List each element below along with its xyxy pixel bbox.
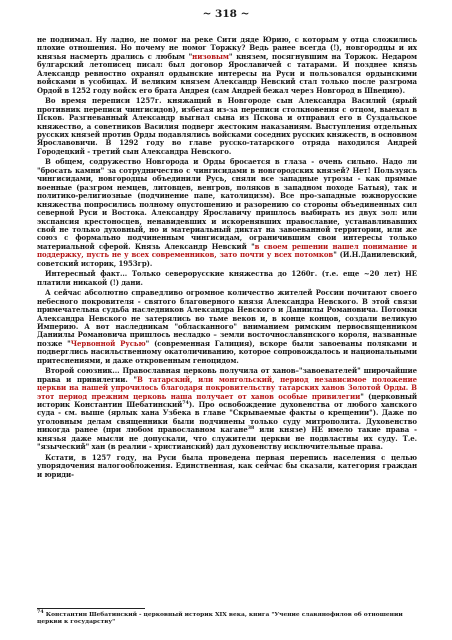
- text-span: Второй союзник... Православная церковь получила от ханов–"завоевателей" широчайшие права и привилегии. ": [37, 366, 417, 384]
- text-span: " (церковный историк Константин Шебатинский: [37, 391, 417, 410]
- footnote-text: Константин Шебатинский - церковный историк XIX века, книга "Учение славянофилов об отношении церкви к государству": [37, 611, 403, 626]
- text-span: или князе) НЕ имело такие права - князья даже мысли не допускали, что служители церкви не подвластны их суду. Т.е. "языческий" хан (в реалии - христианский) дал духовенству исключительные права.: [37, 425, 418, 452]
- text-span: Интересный факт... Только северорусские княжества до 1260г. (т.е. еще ~20 лет) НЕ платили никакой (!) дани.: [37, 269, 417, 287]
- footnote-divider: [37, 608, 145, 609]
- paragraph: [37, 367, 417, 452]
- footnote-marker: 74: [37, 609, 44, 615]
- paragraph: [37, 289, 417, 365]
- text-span: В общем, содружество Новгорода и Орды бросается в глаза - очень сильно. Надо ли "бросать камни" за сотрудничество с чингисидами в новгородских князей? Нет! Пользуясь чингисидами, новгородцы объединили Русь, сняли все западные угрозы - как прямые военные (разгром немцев, литовцев, венгров, поляков в западном походе Батыя), так и политико-религиозные (подчинение папе, католицизм). Все про-западные южнорусские княжества попросились полному опустошению и разорению со стороны объединенных сил северной Руси и Востока. Александру Ярославичу пришлось выбирать из двух зол: или экспансия крестоносцев, ненавидевших и искоренявших православие, устанавливавших свой не только духовный, но и материальный диктат на завоеванной территории, или же союз с формально подчиненным чингисидам, ограничившим свои интересы только материальной сферой. Князь Александр Невский ": [37, 157, 417, 251]
- paragraph: [37, 158, 417, 268]
- body-text: [37, 36, 417, 481]
- paragraph: [37, 454, 417, 479]
- paragraph: [37, 36, 417, 95]
- paragraph: [37, 97, 417, 156]
- emphasis-text: В татарский, или монгольский, период независимое положение церкви на нашей упрочилось благодаря покровительству татарских ханов Золотой Орды. В этот период прежним церковь наша получает от ханов особые привилегии: [37, 374, 417, 401]
- footnote-ref[interactable]: 74: [182, 400, 189, 407]
- text-span: А сейчас абсолютно справедливо огромное количество жителей России почитают своего небесного покровителя - святого благоверного князя Александра Невского. В этой связи примечательна судьба наследников Александра Невского и Даниилы Романовича. Потомки Александра Невского не затерялись во тьме веков и, в конце концов, создали великую Империю. А вот наследникам "обласканного" вниманием римским первосвященником Даниилы Романовича пришлось несладко – земли восточнославянского короля, названные позже ": [37, 288, 417, 348]
- emphasis-text: Червонной Русью: [70, 338, 146, 348]
- text-span: Кстати, в 1257 году, на Руси была проведена первая перепись населения с целью упорядочения налогообложения. Единственная, как сейчас бы сказали, категория граждан и юриди-: [37, 452, 417, 479]
- text-span: " (И.Н.Данилевский, советский историк, 1953гр).: [37, 250, 417, 268]
- text-span: не поднимал. Ну ладно, не помог на реке Сити дяде Юрию, с которым у отца сложились плохие отношения. Но почему не помог Торжку? Ведь ранее всегда (!), новгородцы и их князья насмерть дрались с любым ": [37, 35, 417, 61]
- text-span: ). Про освобождение духовенства от любого ханского суда - см. выше (ярлык хана Узбека в главе "Скрываемые факты о крещении"). Даже по уголовным делам священники были подчинены только суду митрополита. Духовенство никогда ранее (при любом православном кагане: [37, 400, 417, 435]
- paragraph: [37, 270, 417, 287]
- page-number: ~ 318 ~: [202, 8, 250, 20]
- emphasis-text: в своем решении нашел понимание и поддержку, пусть не у всех современников, зато почти у всех потомков: [37, 241, 417, 260]
- text-span: Во время переписи 1257г. княжащий в Новгороде сын Александра Василий (ярый противник переписи чингисидов), избегая из-за переписи столкновения с отцом, выехал в Псков. Разгневанный Александр выгнал сына из Пскова и отправил его в Суздальское княжество, а советников Василия подверг жестоким наказаниям. Выступления отдельных русских князей против Орды подавлялись войсками соседних русских княжеств, в основном Ярославовичи. В 1292 году во главе русско-татарского отряда находился Андрей Городецкий - третий сын Александра Невского.: [37, 96, 417, 156]
- emphasis-text: низовым: [192, 51, 229, 61]
- footnote: [37, 611, 417, 625]
- footnote-ref[interactable]: 38: [247, 425, 255, 432]
- text-span: " (современная Галиция), вскоре были завоеваны поляками и подверглись насильственному окатоличиванию, которое сопровождалось и национальными притеснениями, и даже откровенным геноцидом.: [37, 338, 417, 365]
- text-span: " князем, посягнувшим на Торжок. Недаром булгарский летописец писал: был договор Ярославичей с татарами. И позднее князь Александр ревностно охранял ордынские интересы на Руси и пользовался ордынскими войсками в усобицах. И великим князем Александр Невский стал только после разгрома Ордой в 1252 году войск его брата Андрея (сам Андрей бежал через Новгород в Швецию).: [37, 51, 418, 95]
